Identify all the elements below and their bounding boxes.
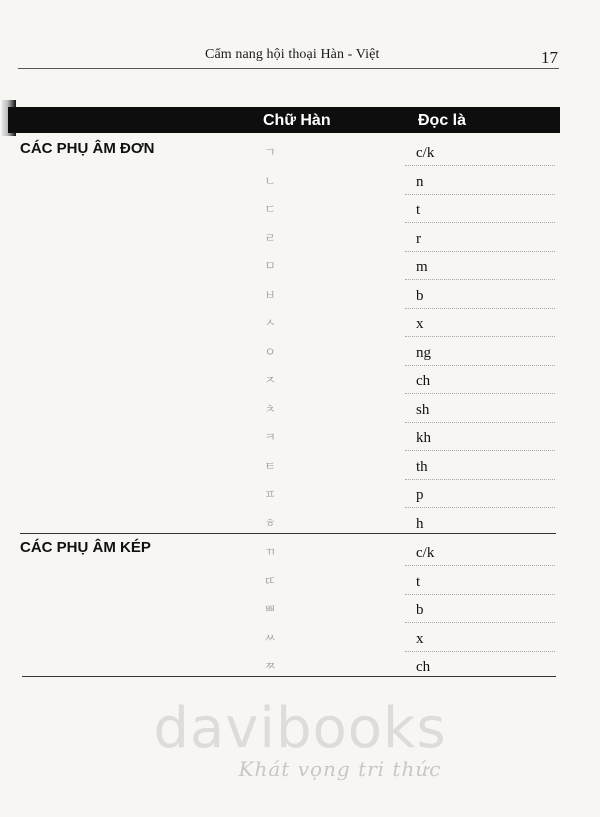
row-separator bbox=[405, 251, 555, 252]
reading-value: t bbox=[416, 574, 421, 590]
han-character: ㅋ bbox=[264, 430, 276, 444]
row-separator bbox=[405, 651, 555, 652]
han-character: ㄹ bbox=[264, 231, 276, 245]
page-number: 17 bbox=[541, 48, 558, 67]
section-divider bbox=[20, 533, 556, 534]
reading-value: ng bbox=[416, 345, 431, 361]
reading-value: n bbox=[416, 174, 424, 190]
han-character: ㅅ bbox=[264, 316, 276, 330]
han-character: ㅆ bbox=[264, 631, 276, 645]
reading-value: c/k bbox=[416, 145, 435, 161]
reading-value: ch bbox=[416, 373, 431, 389]
column-header-han: Chữ Hàn bbox=[263, 112, 331, 129]
row-separator bbox=[405, 165, 555, 166]
han-character: ㅃ bbox=[264, 602, 276, 616]
section-label-single: CÁC PHỤ ÂM ĐƠN bbox=[20, 140, 155, 157]
row-separator bbox=[405, 594, 555, 595]
reading-value: h bbox=[416, 516, 424, 532]
row-separator bbox=[405, 279, 555, 280]
han-character: ㄸ bbox=[264, 574, 276, 588]
han-character: ㅇ bbox=[264, 345, 276, 359]
han-character: ㄴ bbox=[264, 174, 276, 188]
row-separator bbox=[405, 422, 555, 423]
row-separator bbox=[405, 393, 555, 394]
han-character: ㅊ bbox=[264, 402, 276, 416]
row-separator bbox=[405, 450, 555, 451]
row-separator bbox=[405, 194, 555, 195]
row-separator bbox=[405, 622, 555, 623]
row-separator bbox=[405, 336, 555, 337]
reading-value: t bbox=[416, 202, 421, 218]
han-character: ㄱ bbox=[264, 145, 276, 159]
reading-value: c/k bbox=[416, 545, 435, 561]
reading-value: th bbox=[416, 459, 428, 475]
watermark-brand: davibooks bbox=[153, 696, 447, 761]
row-separator bbox=[405, 308, 555, 309]
reading-value: r bbox=[416, 231, 421, 247]
han-character: ㄲ bbox=[264, 545, 276, 559]
row-separator bbox=[405, 222, 555, 223]
han-character: ㅁ bbox=[264, 259, 276, 273]
han-character: ㅂ bbox=[264, 288, 276, 302]
han-character: ㄷ bbox=[264, 202, 276, 216]
row-separator bbox=[405, 365, 555, 366]
reading-value: x bbox=[416, 316, 424, 332]
row-separator bbox=[405, 507, 555, 508]
column-header-read: Đọc là bbox=[418, 112, 467, 129]
row-separator bbox=[405, 565, 555, 566]
watermark-slogan: Khát vọng tri thức bbox=[238, 757, 442, 781]
reading-value: b bbox=[416, 602, 424, 618]
row-separator bbox=[405, 479, 555, 480]
book-title: Cẩm nang hội thoại Hàn - Việt bbox=[205, 47, 380, 62]
reading-value: ch bbox=[416, 659, 431, 675]
han-character: ㅉ bbox=[264, 659, 276, 673]
reading-value: x bbox=[416, 631, 424, 647]
han-character: ㅎ bbox=[264, 516, 276, 530]
header-divider bbox=[18, 68, 559, 69]
han-character: ㅌ bbox=[264, 459, 276, 473]
reading-value: b bbox=[416, 288, 424, 304]
table-bottom-rule bbox=[22, 676, 556, 677]
reading-value: p bbox=[416, 487, 424, 503]
han-character: ㅈ bbox=[264, 373, 276, 387]
reading-value: kh bbox=[416, 430, 431, 446]
han-character: ㅍ bbox=[264, 487, 276, 501]
reading-value: sh bbox=[416, 402, 430, 418]
section-label-double: CÁC PHỤ ÂM KÉP bbox=[20, 539, 151, 556]
reading-value: m bbox=[416, 259, 428, 275]
